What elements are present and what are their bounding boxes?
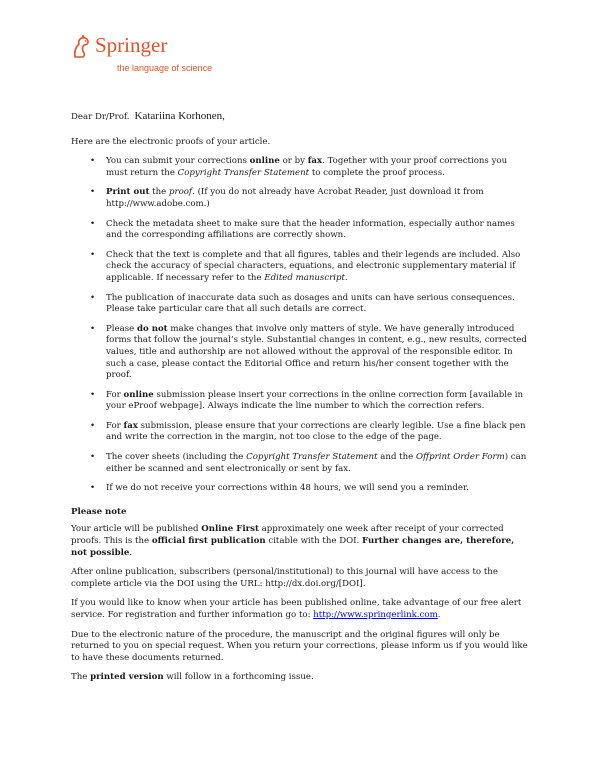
bullet-icon: • xyxy=(90,389,96,400)
bullet-icon: • xyxy=(90,156,96,167)
note-paragraph: The printed version will follow in a forthcoming issue. xyxy=(71,672,314,683)
greeting-prefix: Dear Dr/Prof. xyxy=(71,112,130,122)
list-item: • Please do not make changes that involve only matters of style. We have generally introduced forms that follow the journal’s style. Substantial changes in content, e.g., new results, corrected values, title and authorship are not allowed without the approval of the responsible editor. In such a case, please contact the Editorial Office and return his/her consent together with the proof. xyxy=(90,323,527,381)
list-item: • The publication of inaccurate data such as dosages and units can have serious consequences. Please take particular care that all such details are correct. xyxy=(90,292,515,315)
list-item: • If we do not receive your corrections within 48 hours, we will send you a reminder. xyxy=(90,483,469,494)
note-heading: Please note xyxy=(71,506,127,517)
bullet-icon: • xyxy=(90,323,96,334)
bullet-icon: • xyxy=(90,218,96,229)
greeting xyxy=(71,111,531,124)
list-item: • The cover sheets (including the Copyright Transfer Statement and the Offprint Order Form) can either be scanned and sent electronically or sent by fax. xyxy=(90,452,527,474)
bullet-icon: • xyxy=(90,420,96,431)
bullet-icon: • xyxy=(90,483,96,494)
intro-paragraph: Here are the electronic proofs of your article. xyxy=(71,136,271,147)
list-item: • You can submit your corrections online or by fax. Together with your proof corrections you must return the Copyright Transfer Statement to complete the proof process. xyxy=(90,156,508,178)
list-item: • Check that the text is complete and that all figures, tables and their legends are included. Also check the accuracy of special characters, equations, and electronic supplementary material if applicable. If necessary refer to the Edited manuscript. xyxy=(90,249,521,283)
letter-body xyxy=(71,111,531,692)
brand-tagline: the language of science xyxy=(117,63,213,73)
list-item: • For online submission please insert your corrections in the online correction form [available in your eProof webpage]. Always indicate the line number to which the correction refers. xyxy=(90,389,524,412)
bullet-icon: • xyxy=(90,249,96,260)
note-paragraph: Your article will be published Online First approximately one week after receipt of your corrected proofs. This is the official first publication citable with the DOI. Further changes are, therefore, not possible. xyxy=(71,524,515,558)
bullet-icon: • xyxy=(90,187,96,198)
list-item: • Print out the proof. (If you do not already have Acrobat Reader, just download it from http://www.adobe.com.) xyxy=(90,187,484,209)
note-paragraph: Due to the electronic nature of the procedure, the manuscript and the original figures will only be returned to you on special request. When you return your corrections, please inform us if you would like to have these documents returned. xyxy=(71,629,528,663)
list-item: • For fax submission, please ensure that your corrections are clearly legible. Use a fine black pen and write the correction in the margin, not too close to the edge of the page. xyxy=(90,420,526,443)
note-paragraph: If you would like to know when your article has been published online, take advantage of our free alert service. For registration and further information go to: http://www.springerlink.com. xyxy=(71,598,522,620)
list-item: • Check the metadata sheet to make sure that the header information, especially author names and the corresponding affiliations are correctly shown. xyxy=(90,218,515,241)
note-paragraph: After online publication, subscribers (personal/institutional) to this journal will have access to the complete article via the DOI using the URL: http://dx.doi.org/[DOI]. xyxy=(71,567,498,589)
springerlink-link[interactable]: http://www.springerlink.com xyxy=(313,610,438,620)
instructions-list xyxy=(71,156,531,495)
bullet-icon: • xyxy=(90,292,96,303)
brand-name: Springer xyxy=(95,33,168,57)
bullet-icon: • xyxy=(90,452,96,463)
springer-horse-logo-icon xyxy=(70,35,92,59)
recipient-name: Katariina Korhonen, xyxy=(134,110,225,122)
